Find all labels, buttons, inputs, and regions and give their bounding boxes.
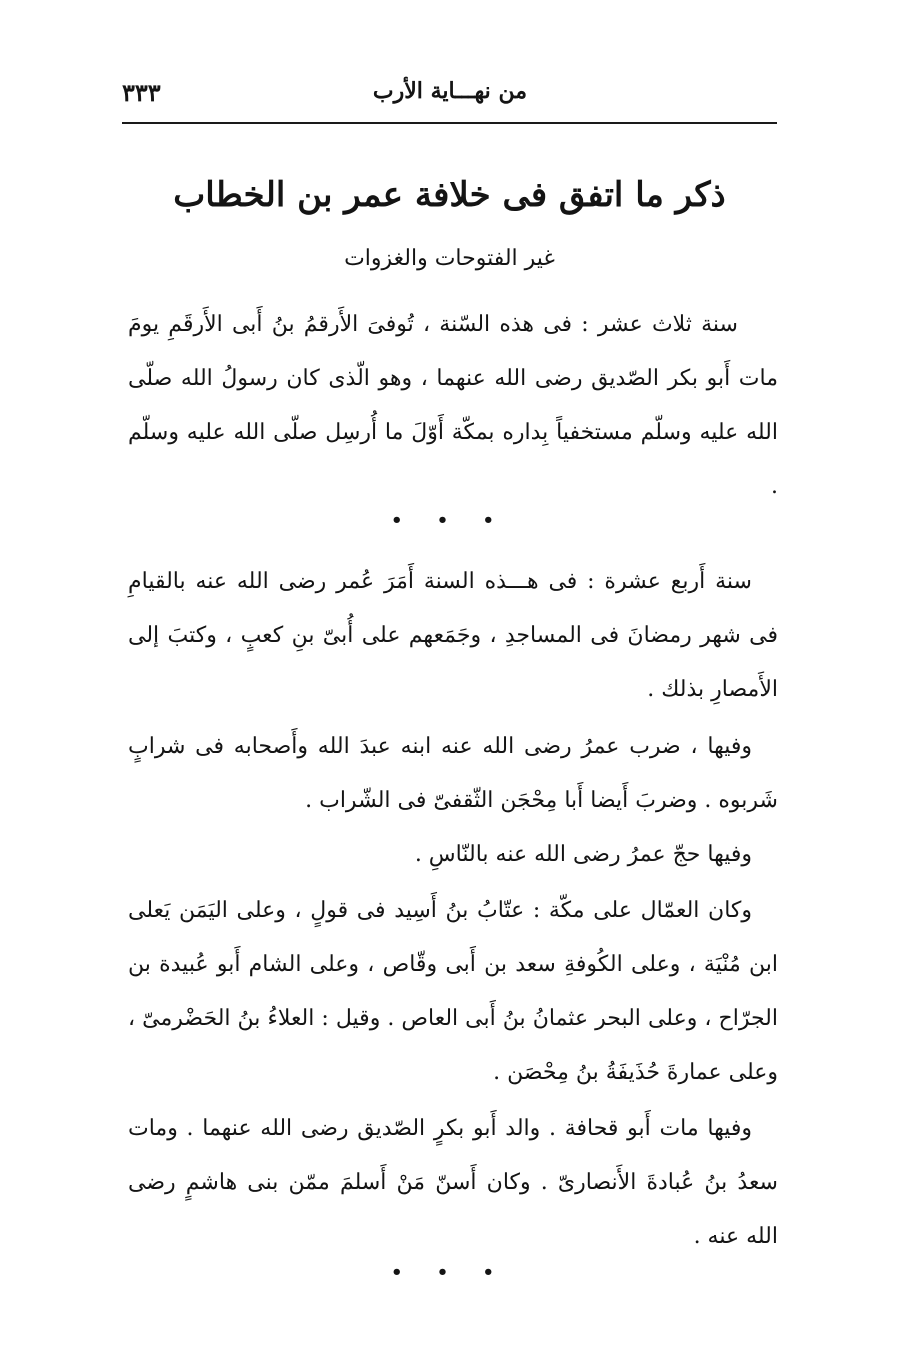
paragraph-governors: وكان العمّال على مكّة : عتّابُ بنُ أَسِيد فى قولٍ ، وعلى اليَمَن يَعلى ابن مُنْيَة ، وعلى الكُوفةِ سعد بن أَبى وقّاص ، وعلى الشام أَبو عُبيدة بن الجرّاح ، وعلى البحر عثمانُ بنُ أَبى العاص . وقيل : العلاءُ بنُ الحَضْرمىّ ، وعلى عمارةَ حُذَيفَةُ بنُ مِحْصَن . [128,898,778,1085]
header-rule [122,122,777,124]
paragraph-punishment: وفيها ، ضرب عمرُ رضى الله عنه ابنه عبدَ الله وأَصحابه فى شرابٍ شَربوه . وضربَ أَيضا أَبا مِحْجَن الثّقفىّ فى الشّراب . [128,734,778,813]
section-separator: • • • [390,510,509,531]
chapter-subtitle: غير الفتوحات والغزوات [344,246,555,271]
paragraph-deaths: وفيها مات أَبو قحافة . والد أَبو بكرٍ الصّديق رضى الله عنهما . ومات سعدُ بنُ عُبادةَ الأَنصارىّ . وكان أَسنّ مَنْ أَسلمَ ممّن بنى هاشمٍ رضى الله عنه . [128,1116,778,1249]
paragraph-hajj: وفيها حجّ عمرُ رضى الله عنه بالنّاسِ . [414,842,752,867]
paragraph-year-14: سنة أَربع عشرة : فى هـــذه السنة أَمَرَ عُمر رضى الله عنه بالقيامِ فى شهر رمضانَ فى المساجدِ ، وجَمَعهم على أُبىّ بنِ كعبٍ ، وكتبَ إلى الأَمصارِ بذلك . [128,569,778,702]
running-title: من نهـــاية الأرب [372,78,527,104]
paragraph-year-13: سنة ثلاث عشر : فى هذه السّنة ، تُوفىَ الأَرقمُ بنُ أَبى الأَرقَمِ يومَ مات أَبو بكر الصّديق رضى الله عنهما ، وهو الّذى كان رسولُ الله صلّى الله عليه وسلّم مستخفياً بِداره بمكّة أَوّلَ ما أُرسِل صلّى الله عليه وسلّم . [128,312,778,499]
running-header [122,78,777,118]
chapter-title: ذكر ما اتفق فى خلافة عمر بن الخطاب [173,175,726,215]
section-separator: • • • [390,1262,509,1283]
page-number: ٣٣٣ [122,78,161,107]
